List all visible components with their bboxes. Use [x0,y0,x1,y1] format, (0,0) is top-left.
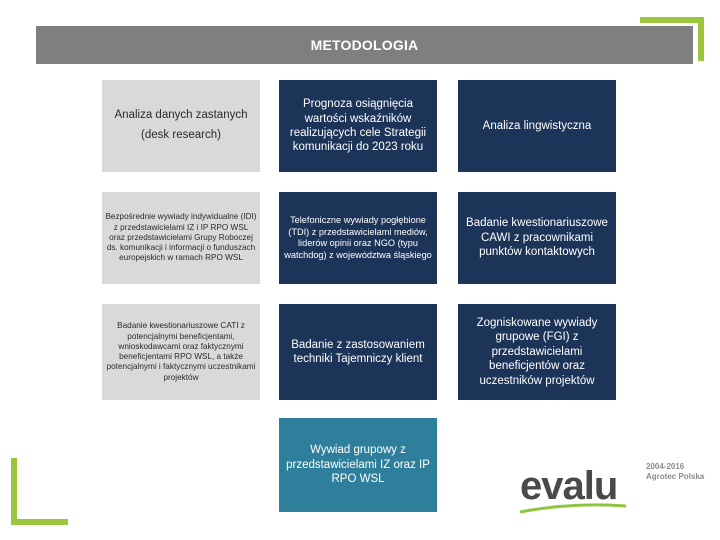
box-cati [102,304,260,400]
box-grupowy [279,418,437,512]
box-idi [102,192,260,284]
box-grupowy-text: Wywiad grupowy z przedstawicielami IZ oraz IP RPO WSL [286,444,430,486]
box-tajemniczy [279,304,437,400]
box-idi-text: Bezpośrednie wywiady indywidualne (IDI) z przedstawicielami IZ i IP RPO WSL oraz przedstawicielami Grupy Roboczej ds. komunikacji i informacji o funduszach europejskich w ramach RPO WSL [105,212,257,263]
logo-swoosh-icon [518,502,628,516]
box-telefoniczne [279,192,437,284]
box-fgi [458,304,616,400]
box-fgi-text: Zogniskowane wywiady grupowe (FGI) z przedstawicielami beneficjentów oraz uczestników projektów [476,317,598,387]
box-cati-text: Badanie kwestionariuszowe CATI z potencjalnymi beneficjentami, wnioskodawcami oraz faktycznymi beneficjentami RPO WSL, a także potencjalnymi i faktycznymi uczestnikami projektów [106,321,256,382]
box-prognoza [279,80,437,172]
box-tajemniczy-text: Badanie z zastosowaniem techniki Tajemniczy klient [291,338,425,365]
box-desk-research [102,80,260,172]
logo-years: 2004-2016 [646,462,685,471]
box-telefoniczne-text: Telefoniczne wywiady pogłębione (TDI) z przedstawicielami mediów, liderów opinii oraz NGO (typu watchdog) z województwa śląskiego [284,215,432,260]
evalu-logo [518,458,714,518]
box-prognoza-text: Prognoza osiągnięcia wartości wskaźników realizujących cele Strategii komunikacji do 2023 roku [289,98,427,154]
box-desk-research-text: Analiza danych zastanych (desk research) [114,109,248,141]
logo-wordmark: evalu [520,464,618,508]
corner-bracket-bottom-left [10,458,68,526]
box-cawi [458,192,616,284]
box-lingwistyczna [458,80,616,172]
box-cawi-text: Badanie kwestionariuszowe CAWI z pracownikami punktów kontaktowych [466,217,608,259]
box-lingwistyczna-text: Analiza lingwistyczna [482,119,592,132]
page-title: METODOLOGIA [36,26,693,64]
logo-subtitle: Agrotec Polska [646,472,705,481]
